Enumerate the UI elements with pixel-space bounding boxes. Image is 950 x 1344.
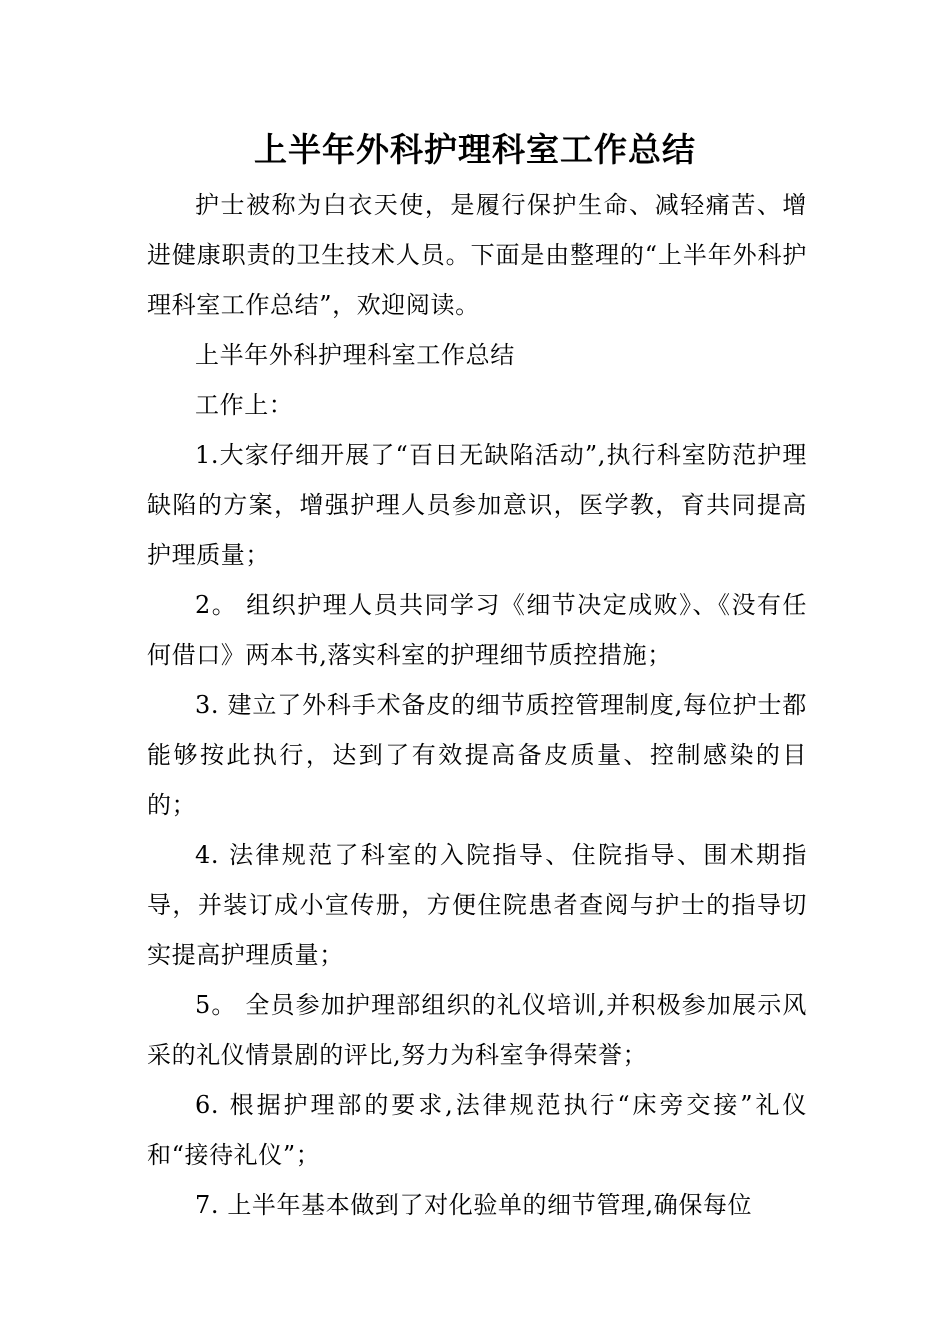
paragraph-item-5: 5。 全员参加护理部组织的礼仪培训,并积极参加展示风采的礼仪情景剧的评比,努力为科室争得荣誉； [147, 991, 807, 1069]
paragraph-intro: 护士被称为白衣天使，是履行保护生命、减轻痛苦、增进健康职责的卫生技术人员。下面是由整理的“上半年外科护理科室工作总结”，欢迎阅读。 [147, 191, 807, 319]
paragraph-item-1: 1.大家仔细开展了“百日无缺陷活动”,执行科室防范护理缺陷的方案，增强护理人员参加意识，医学教，育共同提高护理质量； [147, 441, 807, 569]
paragraph-item-2: 2。 组织护理人员共同学习《细节决定成败》、《没有任何借口》两本书,落实科室的护理细节质控措施； [147, 591, 807, 669]
paragraph-work-heading: 工作上： [195, 391, 294, 419]
paragraph-item-6: 6. 根据护理部的要求,法律规范执行“床旁交接”礼仪和“接待礼仪”； [147, 1091, 807, 1169]
paragraph-subtitle: 上半年外科护理科室工作总结 [195, 341, 515, 369]
document-body [147, 180, 807, 1230]
paragraph-item-4: 4. 法律规范了科室的入院指导、住院指导、围术期指导，并装订成小宣传册，方便住院患者查阅与护士的指导切实提高护理质量； [147, 841, 807, 969]
document-title: 上半年外科护理科室工作总结 [254, 130, 696, 169]
paragraph-item-3: 3. 建立了外科手术备皮的细节质控管理制度,每位护士都能够按此执行，达到了有效提高备皮质量、控制感染的目的； [147, 691, 807, 819]
paragraph-item-7: 7. 上半年基本做到了对化验单的细节管理,确保每位 [195, 1191, 753, 1219]
